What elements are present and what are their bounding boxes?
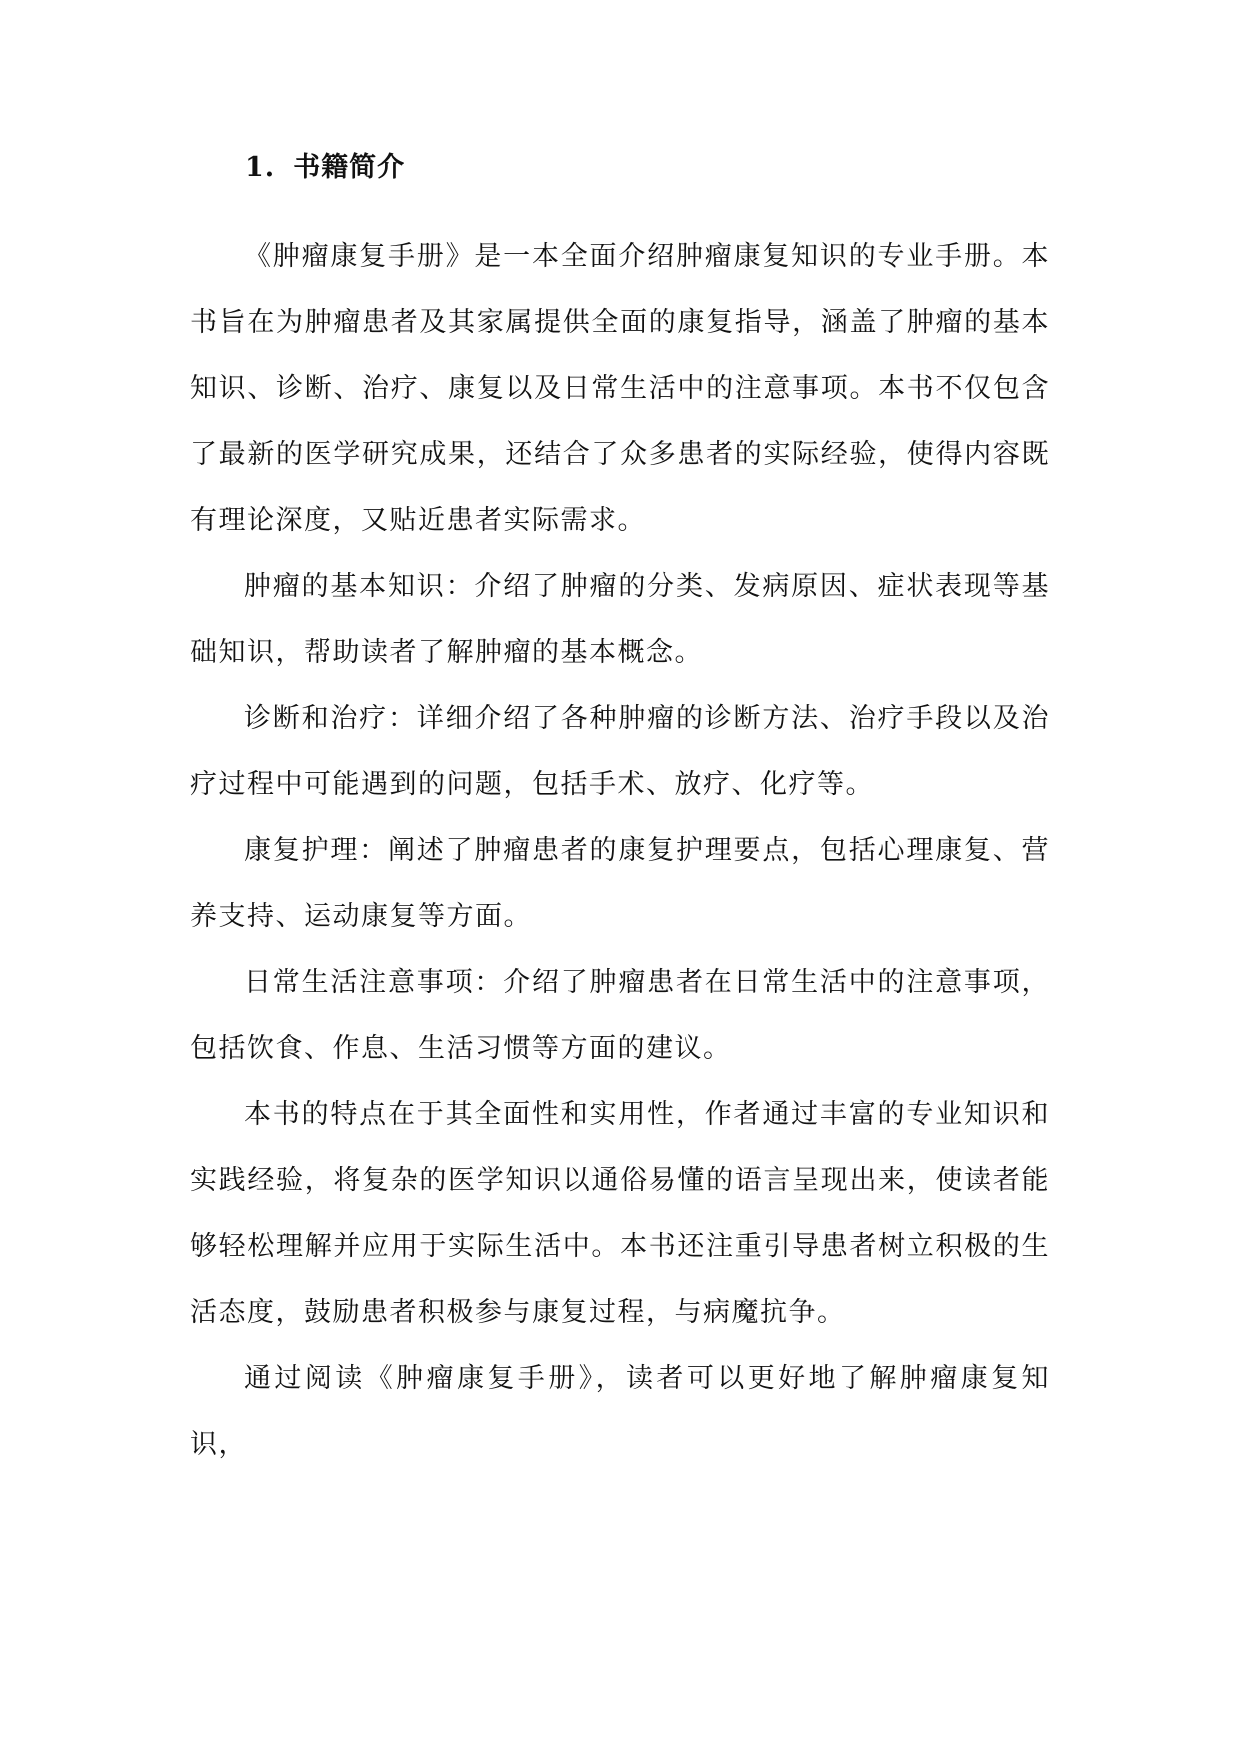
paragraph-features: 本书的特点在于其全面性和实用性，作者通过丰富的专业知识和实践经验，将复杂的医学知识以通俗易懂的语言呈现出来，使读者能够轻松理解并应用于实际生活中。本书还注重引导患者树立积极的生活态度，鼓励患者积极参与康复过程，与病魔抗争。 (190, 1099, 1050, 1328)
paragraph-basic-knowledge: 肿瘤的基本知识：介绍了肿瘤的分类、发病原因、症状表现等基础知识，帮助读者了解肿瘤的基本概念。 (190, 571, 1050, 668)
section-heading (190, 148, 1050, 188)
document-body (190, 148, 1050, 1478)
paragraph-rehab-care: 康复护理：阐述了肿瘤患者的康复护理要点，包括心理康复、营养支持、运动康复等方面。 (190, 835, 1050, 932)
paragraph-conclusion: 通过阅读《肿瘤康复手册》，读者可以更好地了解肿瘤康复知识， (190, 1363, 1050, 1460)
section-number: 1. (245, 152, 276, 183)
section-title: 书籍简介 (293, 152, 406, 183)
paragraph-intro: 《肿瘤康复手册》是一本全面介绍肿瘤康复知识的专业手册。本书旨在为肿瘤患者及其家属提供全面的康复指导，涵盖了肿瘤的基本知识、诊断、治疗、康复以及日常生活中的注意事项。本书不仅包含了最新的医学研究成果，还结合了众多患者的实际经验，使得内容既有理论深度，又贴近患者实际需求。 (190, 241, 1050, 536)
paragraph-daily-life: 日常生活注意事项：介绍了肿瘤患者在日常生活中的注意事项，包括饮食、作息、生活习惯等方面的建议。 (190, 967, 1050, 1064)
paragraph-diagnosis-treatment: 诊断和治疗：详细介绍了各种肿瘤的诊断方法、治疗手段以及治疗过程中可能遇到的问题，包括手术、放疗、化疗等。 (190, 703, 1050, 800)
